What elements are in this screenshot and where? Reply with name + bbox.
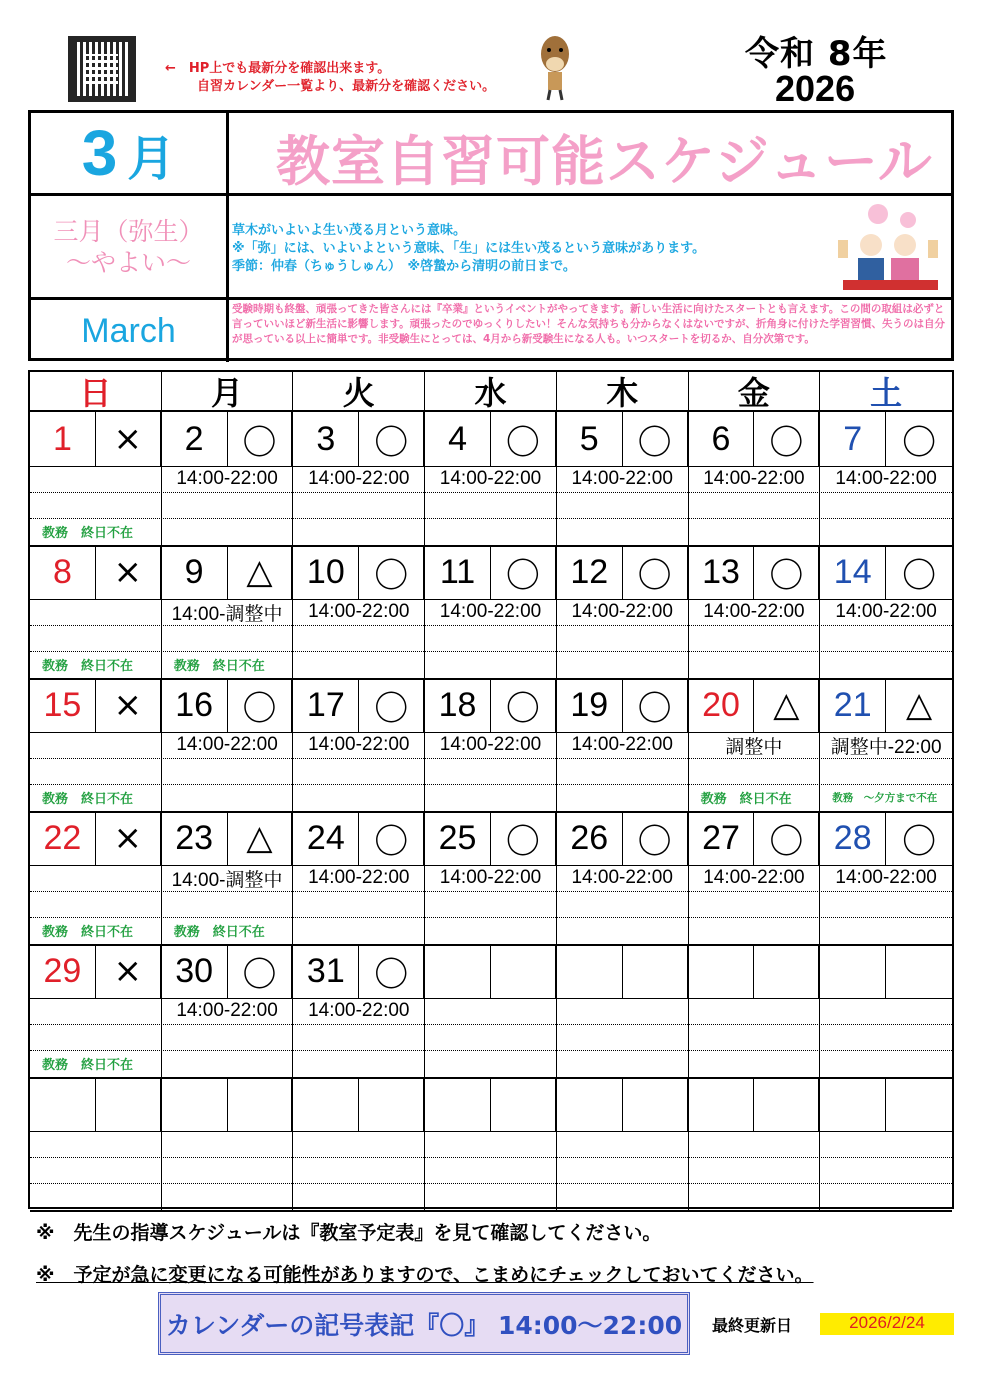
hours (30, 732, 162, 758)
availability-mark: 〇 (228, 944, 294, 998)
staff-note (820, 1183, 952, 1210)
blank-cell (293, 492, 425, 518)
blank-cell (30, 1157, 162, 1183)
hours: 14:00-22:00 (425, 466, 557, 492)
day-number: 2 (162, 412, 228, 466)
row-divider (30, 492, 952, 493)
staff-note (425, 917, 557, 944)
blank-cell (689, 891, 821, 917)
blank-cell (820, 625, 952, 651)
staff-note (293, 917, 425, 944)
day-number: 28 (820, 811, 886, 865)
availability-mark: 〇 (491, 678, 557, 732)
weekday-header: 火 (293, 372, 425, 410)
staff-note (557, 1183, 689, 1210)
blank-cell (425, 492, 557, 518)
availability-mark: 〇 (491, 545, 557, 599)
header-box (28, 110, 954, 361)
month-suffix: 月 (127, 133, 176, 186)
day-number (820, 944, 886, 998)
weekday-header: 金 (689, 372, 821, 410)
blank-cell (557, 492, 689, 518)
blank-cell (293, 758, 425, 784)
day-number: 7 (820, 412, 886, 466)
day-number: 11 (425, 545, 491, 599)
blank-cell (425, 758, 557, 784)
page-title: 教室自習可能スケジュール (276, 130, 933, 193)
hina-dolls-illustration (833, 200, 943, 295)
availability-mark (623, 1077, 689, 1131)
weekday-header: 水 (425, 372, 557, 410)
day-number: 14 (820, 545, 886, 599)
footer-note-underlined: ※ 予定が急に変更になる可能性がありますので、こまめにチェックしておいてください。 (36, 1264, 814, 1286)
availability-mark (754, 944, 820, 998)
availability-mark: △ (905, 685, 933, 725)
row-divider (30, 1210, 952, 1212)
blank-cell (557, 1024, 689, 1050)
staff-note (557, 1050, 689, 1077)
staff-note (557, 651, 689, 678)
availability-mark: 〇 (623, 545, 689, 599)
blank-cell (30, 492, 162, 518)
hours (30, 599, 162, 625)
day-number: 8 (30, 545, 96, 599)
staff-note (293, 1183, 425, 1210)
staff-note (425, 1050, 557, 1077)
staff-note (689, 917, 821, 944)
staff-note: 教務 終日不在 (162, 651, 294, 678)
blank-cell (820, 492, 952, 518)
blank-cell (293, 1157, 425, 1183)
hours: 14:00-22:00 (293, 599, 425, 625)
month-number: 3 (81, 117, 118, 189)
availability-mark: 〇 (754, 811, 820, 865)
row-divider (30, 625, 952, 626)
day-number: 17 (293, 678, 359, 732)
staff-note (557, 518, 689, 545)
staff-note (293, 1050, 425, 1077)
blank-cell (689, 625, 821, 651)
hours: 14:00-22:00 (835, 601, 937, 622)
hours: 14:00-22:00 (293, 865, 425, 891)
day-number: 3 (293, 412, 359, 466)
day-number (425, 1077, 491, 1131)
staff-note (425, 518, 557, 545)
staff-note: 教務 終日不在 (162, 917, 294, 944)
blank-cell (689, 492, 821, 518)
hours: 調整中 (689, 732, 821, 758)
hours (557, 998, 689, 1024)
blank-cell (293, 1024, 425, 1050)
hours: 14:00-22:00 (689, 599, 821, 625)
staff-note (162, 784, 294, 811)
day-number (30, 1077, 96, 1131)
weekday-header: 土 (870, 374, 903, 412)
day-number: 31 (293, 944, 359, 998)
availability-mark: × (96, 944, 162, 998)
day-number: 23 (162, 811, 228, 865)
day-number: 27 (689, 811, 755, 865)
month-meaning (232, 222, 705, 276)
staff-note (689, 518, 821, 545)
row-divider (30, 732, 952, 733)
hours (30, 1131, 162, 1157)
availability-mark (886, 944, 952, 998)
hours: 14:00-22:00 (162, 998, 294, 1024)
hours (425, 998, 557, 1024)
availability-mark (623, 944, 689, 998)
day-number: 29 (30, 944, 96, 998)
availability-mark: 〇 (228, 678, 294, 732)
blank-cell (689, 1024, 821, 1050)
availability-mark (228, 1077, 294, 1131)
availability-mark (886, 1077, 952, 1131)
horse-illustration (536, 32, 574, 102)
blank-cell (162, 1024, 294, 1050)
blank-cell (30, 625, 162, 651)
availability-mark: 〇 (491, 811, 557, 865)
blank-cell (557, 758, 689, 784)
blank-cell (30, 891, 162, 917)
availability-mark (754, 1077, 820, 1131)
row-divider (30, 758, 952, 759)
hours (689, 1131, 821, 1157)
day-number: 30 (162, 944, 228, 998)
blank-cell (425, 1024, 557, 1050)
hours: 14:00-22:00 (835, 867, 937, 888)
row-divider (30, 865, 952, 866)
day-number: 13 (689, 545, 755, 599)
day-number (557, 944, 623, 998)
hours (689, 998, 821, 1024)
hours: 14:00-22:00 (425, 732, 557, 758)
staff-note (557, 917, 689, 944)
row-divider (30, 518, 952, 519)
blank-cell (30, 758, 162, 784)
last-updated-date: 2026/2/24 (820, 1313, 954, 1335)
staff-note (293, 784, 425, 811)
hours: 14:00-22:00 (162, 466, 294, 492)
day-number: 6 (689, 412, 755, 466)
day-number: 9 (162, 545, 228, 599)
hp-note (165, 60, 495, 96)
day-number: 1 (30, 412, 96, 466)
staff-note (425, 784, 557, 811)
month-jp-name (31, 196, 229, 297)
hours: 14:00-22:00 (689, 865, 821, 891)
blank-cell (293, 625, 425, 651)
availability-mark: 〇 (359, 811, 425, 865)
blank-cell (30, 1024, 162, 1050)
month-label (31, 113, 229, 193)
availability-mark: 〇 (902, 821, 937, 862)
blank-cell (820, 891, 952, 917)
hours: 14:00-22:00 (293, 998, 425, 1024)
hours: 14:00-22:00 (162, 732, 294, 758)
row-divider (30, 784, 952, 785)
availability-mark (359, 1077, 425, 1131)
availability-mark: 〇 (754, 412, 820, 466)
blank-cell (162, 625, 294, 651)
day-number (820, 1077, 886, 1131)
footer-note: ※ 先生の指導スケジュールは『教室予定表』を見て確認してください。 (36, 1222, 662, 1244)
availability-mark (491, 1077, 557, 1131)
day-number (689, 944, 755, 998)
day-number: 15 (30, 678, 96, 732)
blank-cell (689, 758, 821, 784)
availability-mark: × (96, 545, 162, 599)
blank-cell (425, 625, 557, 651)
staff-note: 教務 終日不在 (30, 651, 162, 678)
availability-mark: × (96, 678, 162, 732)
staff-note: 教務 終日不在 (30, 784, 162, 811)
availability-mark: 〇 (491, 412, 557, 466)
availability-mark: 〇 (359, 545, 425, 599)
blank-cell (557, 891, 689, 917)
hours (30, 998, 162, 1024)
blank-cell (820, 1024, 952, 1050)
row-divider (30, 1131, 952, 1132)
staff-note (820, 518, 952, 545)
row-divider (30, 1024, 952, 1025)
row-divider (30, 1183, 952, 1184)
staff-note (293, 651, 425, 678)
availability-mark: △ (228, 811, 294, 865)
hours: 14:00-22:00 (557, 865, 689, 891)
availability-mark: × (96, 811, 162, 865)
day-number (293, 1077, 359, 1131)
calendar-grid (28, 370, 954, 1209)
hours (820, 1131, 952, 1157)
hours (820, 998, 952, 1024)
day-number (162, 1077, 228, 1131)
day-number: 22 (30, 811, 96, 865)
weekday-header: 月 (162, 372, 294, 410)
row-divider (30, 599, 952, 600)
row-divider (30, 998, 952, 999)
staff-note (820, 917, 952, 944)
blank-cell (689, 1157, 821, 1183)
staff-note (689, 1050, 821, 1077)
meaning-line: 季節：仲春（ちゅうしゅん） ※啓蟄から清明の前日まで。 (232, 259, 576, 274)
hours: 14:00-22:00 (425, 599, 557, 625)
blank-cell (820, 1157, 952, 1183)
hp-note-line: 自習カレンダー一覧より、最新分を確認ください。 (197, 79, 496, 94)
day-number: 25 (425, 811, 491, 865)
month-english: March (81, 311, 176, 350)
month-essay: 受験時期も終盤、頑張ってきた皆さんには『卒業』というイベントがやってきます。新しい生活に向けたスタートとも言えます。この間の取組は必ずと言っていいほど新生活に影響します。頑張ったのでゆっくりしたい！そんな気持ちも分からなくはないですが、折角身に付けた学習習慣、失うのは自分が思っている以上に簡単です。非受験生にとっては、4月から新受験生になる人も。いつスタートを切るか、自分次第です。 (232, 303, 946, 345)
row-divider (30, 1050, 952, 1051)
staff-note: 教務 終日不在 (30, 1050, 162, 1077)
hours: 14:00-22:00 (557, 599, 689, 625)
meaning-line: ※「弥」には、いよいよという意味、「生」には生い茂るという意味があります。 (232, 241, 706, 256)
availability-mark: △ (228, 545, 294, 599)
blank-cell (557, 1157, 689, 1183)
staff-note: 教務 終日不在 (689, 784, 821, 811)
row-divider (30, 891, 952, 892)
blank-cell (162, 1157, 294, 1183)
staff-note: 教務 ～夕方まで不在 (832, 792, 938, 804)
hours (162, 1131, 294, 1157)
blank-cell (557, 625, 689, 651)
day-number: 18 (425, 678, 491, 732)
hours (30, 865, 162, 891)
staff-note (425, 651, 557, 678)
blank-cell (425, 891, 557, 917)
day-number: 16 (162, 678, 228, 732)
row-divider (30, 466, 952, 467)
staff-note (820, 651, 952, 678)
day-number: 19 (557, 678, 623, 732)
staff-note (293, 518, 425, 545)
staff-note (162, 1050, 294, 1077)
availability-mark: 〇 (623, 811, 689, 865)
hours: 14:00-22:00 (689, 466, 821, 492)
hours: 14:00-調整中 (162, 865, 294, 891)
staff-note: 教務 終日不在 (30, 518, 162, 545)
day-number (557, 1077, 623, 1131)
availability-mark: 〇 (359, 678, 425, 732)
availability-mark (96, 1077, 162, 1131)
era-year: 令和 8年 (745, 34, 888, 74)
day-number: 12 (557, 545, 623, 599)
day-number (689, 1077, 755, 1131)
availability-mark: 〇 (359, 412, 425, 466)
last-updated-label: 最終更新日 (712, 1316, 793, 1335)
availability-mark: 〇 (902, 422, 937, 463)
row-divider (30, 651, 952, 652)
year: 2026 (775, 68, 856, 109)
blank-cell (162, 492, 294, 518)
meaning-line: 草木がいよいよ生い茂る月という意味。 (232, 223, 467, 238)
row-divider (30, 917, 952, 918)
blank-cell (162, 758, 294, 784)
availability-mark: × (96, 412, 162, 466)
staff-note: 教務 終日不在 (30, 917, 162, 944)
blank-cell (425, 1157, 557, 1183)
hours (30, 466, 162, 492)
availability-mark: 〇 (623, 678, 689, 732)
weekday-header: 日 (30, 372, 162, 410)
hours: 14:00-22:00 (835, 468, 937, 489)
availability-mark: 〇 (623, 412, 689, 466)
availability-mark: 〇 (902, 555, 937, 596)
jp-name-reading: ～やよい～ (65, 247, 191, 277)
blank-cell (293, 891, 425, 917)
availability-mark (491, 944, 557, 998)
row-divider (30, 1157, 952, 1158)
weekday-header: 木 (557, 372, 689, 410)
hours (557, 1131, 689, 1157)
jp-name-line: 三月（弥生） (53, 216, 204, 246)
hours: 調整中-22:00 (830, 736, 942, 758)
hours: 14:00-22:00 (293, 732, 425, 758)
day-number: 10 (293, 545, 359, 599)
staff-note (557, 784, 689, 811)
month-en-name (31, 300, 229, 362)
hours: 14:00-22:00 (425, 865, 557, 891)
availability-mark: 〇 (228, 412, 294, 466)
qr-code[interactable] (68, 36, 136, 102)
hp-note-line: ← HP上でも最新分を確認出来ます。 (165, 61, 391, 76)
day-number: 4 (425, 412, 491, 466)
availability-mark: 〇 (359, 944, 425, 998)
hours: 14:00-22:00 (293, 466, 425, 492)
staff-note (820, 1050, 952, 1077)
legend-box: カレンダーの記号表記『〇』 14:00～22:00 (158, 1292, 690, 1355)
staff-note (162, 1183, 294, 1210)
blank-cell (162, 891, 294, 917)
availability-mark: △ (754, 678, 820, 732)
day-number: 21 (820, 678, 886, 732)
hours (293, 1131, 425, 1157)
staff-note (689, 1183, 821, 1210)
day-number: 5 (557, 412, 623, 466)
staff-note (689, 651, 821, 678)
day-number (425, 944, 491, 998)
availability-mark: 〇 (754, 545, 820, 599)
hours (425, 1131, 557, 1157)
staff-note (30, 1183, 162, 1210)
hours: 14:00-22:00 (557, 466, 689, 492)
staff-note (425, 1183, 557, 1210)
staff-note (162, 518, 294, 545)
day-number: 20 (689, 678, 755, 732)
hours: 14:00-調整中 (162, 599, 294, 625)
blank-cell (820, 758, 952, 784)
day-number: 24 (293, 811, 359, 865)
day-number: 26 (557, 811, 623, 865)
hours: 14:00-22:00 (557, 732, 689, 758)
